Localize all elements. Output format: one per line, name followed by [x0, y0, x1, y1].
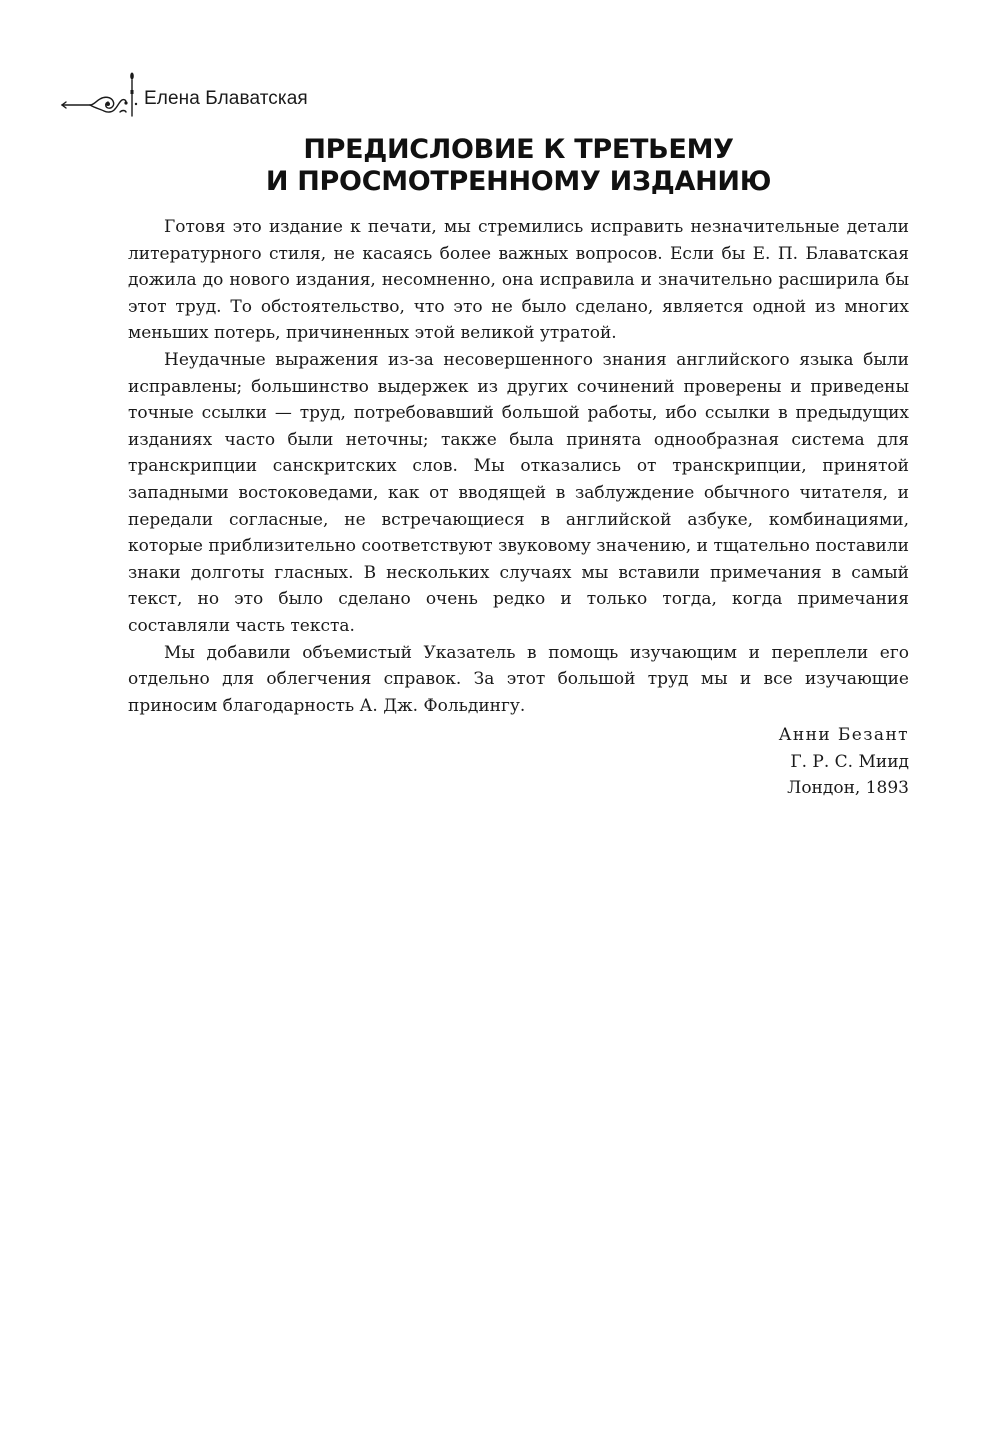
paragraph: Неудачные выражения из-за несовершенного знания английского языка были исправлены; большинство выдержек из других сочинений проверены и приведены точные ссылки — труд, потребовавший большой работы, ибо ссылки в предыдущих изданиях часто были неточны; также была принята однообразная система для транскрипции санскритских слов. Мы отказались от транскрипции, принятой западными востоковедами, как от вводящей в заблуждение обычного читателя, и передали согласные, не встречающиеся в английской азбуке, комбинациями, которые приблизительно соответствуют звуковому значению, и тщательно поставили знаки долготы гласных. В нескольких случаях мы вставили примечания в самый текст, но это было сделано очень редко и только тогда, когда примечания составляли часть текста.	[128, 349, 909, 636]
page-title	[128, 134, 909, 198]
running-head	[58, 68, 308, 120]
running-head-author: Елена Блаватская	[144, 88, 308, 109]
paragraph: Мы добавили объемистый Указатель в помощь изучающим и переплели его отдельно для облегчения справок. За этот большой труд мы и все изучающие приносим благодарность А. Дж. Фольдингу.	[128, 642, 909, 716]
page-title-line-2: И ПРОСМОТРЕННОМУ ИЗДАНИЮ	[265, 166, 772, 197]
signature-name-mead: Г. Р. С. Миид	[790, 751, 909, 772]
paragraph: Готовя это издание к печати, мы стремились исправить незначительные детали литературного стиля, не касаясь более важных вопросов. Если бы Е. П. Блаватская дожила до нового издания, несомненно, она исправила и значительно расширила бы этот труд. То обстоятельство, что это не было сделано, является одной из многих меньших потерь, причиненных этой великой утратой.	[128, 217, 909, 344]
page-title-line-1: ПРЕДИСЛОВИЕ К ТРЕТЬЕМУ	[303, 134, 734, 165]
flourish-ornament-icon	[58, 68, 142, 120]
preface-body	[128, 214, 909, 719]
signature-place-date: Лондон, 1893	[787, 778, 909, 799]
signature-block	[779, 722, 909, 802]
signature-name-besant: Анни Безант	[778, 725, 909, 745]
